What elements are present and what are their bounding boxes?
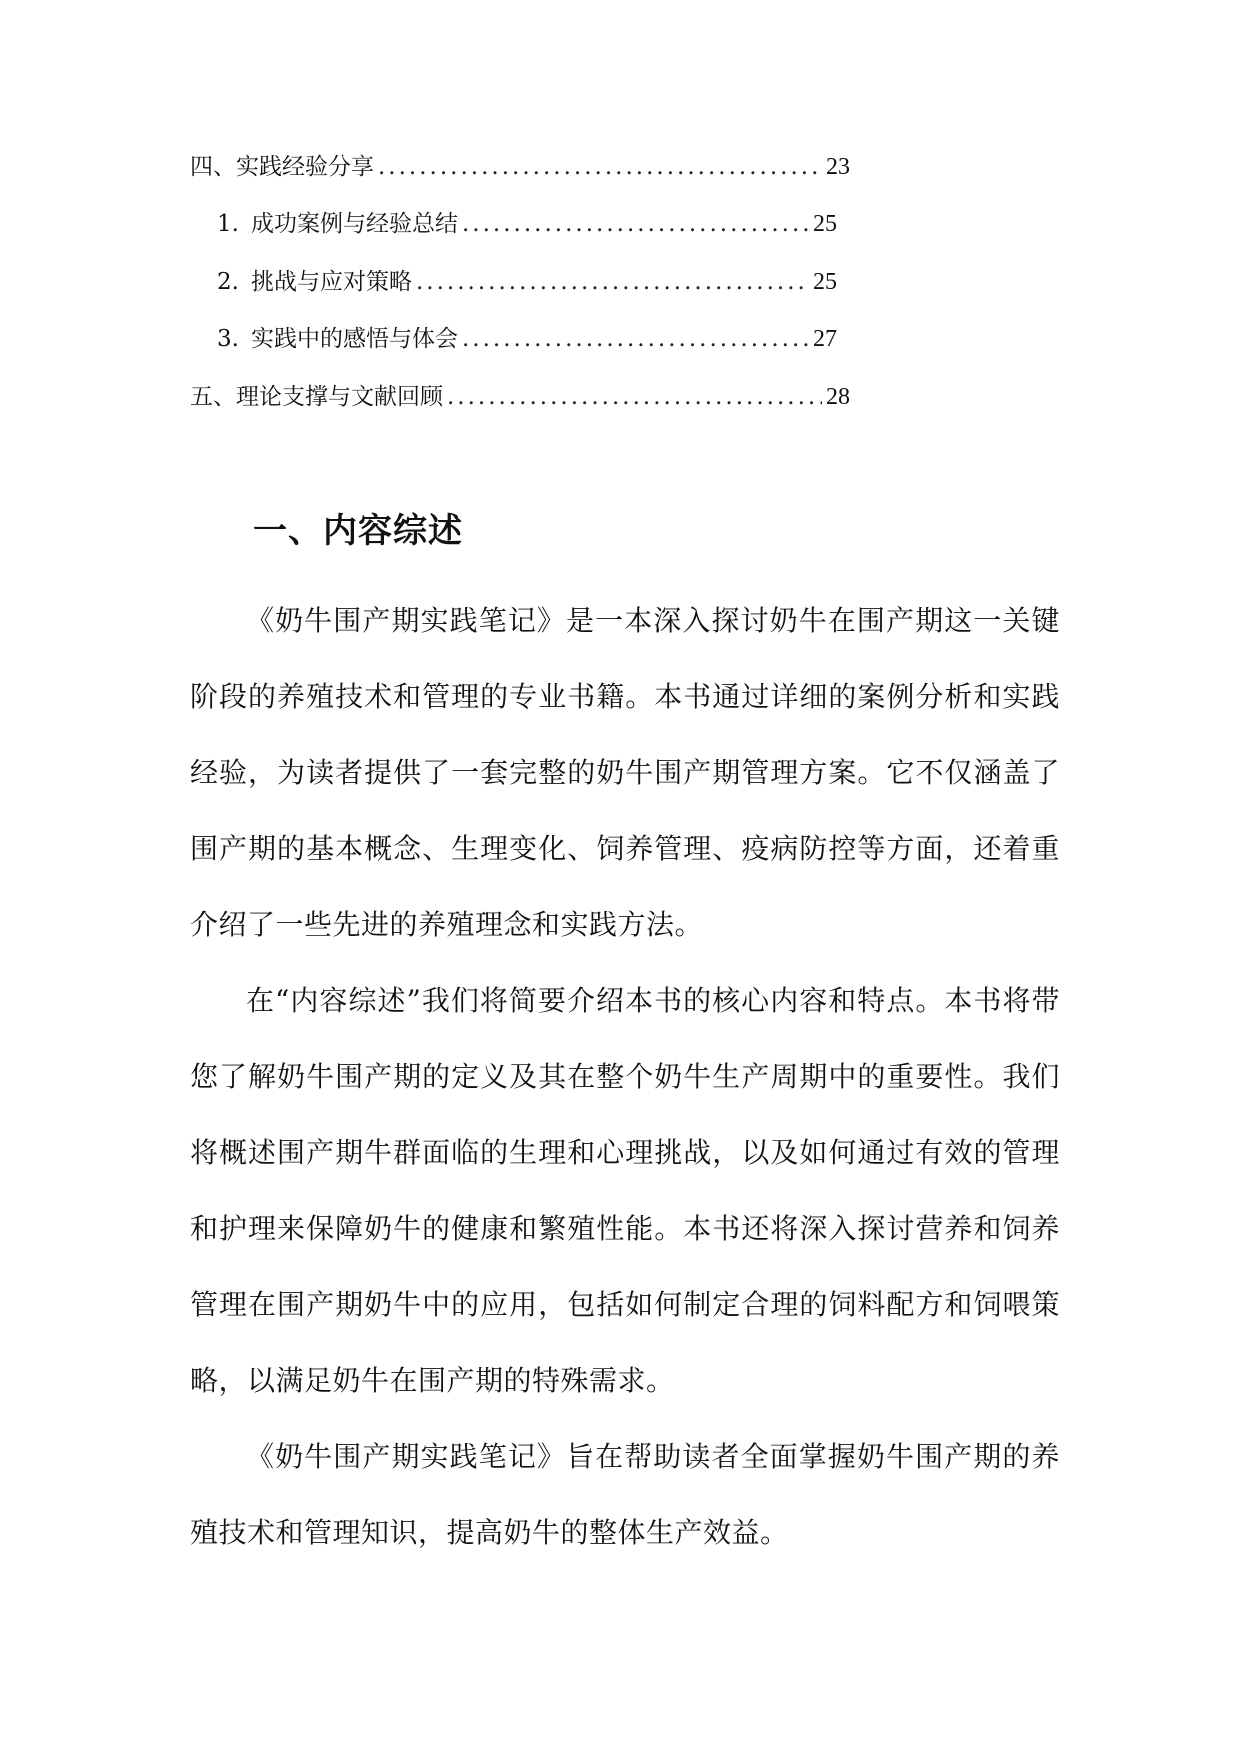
toc-entry-title: 实践经验分享: [236, 154, 374, 180]
toc-entry-title: 实践中的感悟与体会: [251, 326, 458, 352]
body-paragraph: 《奶牛围产期实践笔记》旨在帮助读者全面掌握奶牛围产期的养殖技术和管理知识，提高奶牛的整体生产效益。: [190, 1440, 1060, 1549]
toc-entry[interactable]: [190, 378, 850, 418]
toc-leader-dots: [462, 326, 809, 352]
toc-entry-prefix: 四、: [190, 154, 236, 180]
toc-leader-dots: [447, 384, 822, 410]
toc-leader-dots: [416, 269, 809, 295]
toc-entry[interactable]: [217, 263, 837, 303]
toc-entry-prefix: 2.: [217, 269, 239, 295]
body-paragraph: 在“内容综述”我们将简要介绍本书的核心内容和特点。本书将带您了解奶牛围产期的定义及其在整个奶牛生产周期中的重要性。我们将概述围产期牛群面临的生理和心理挑战，以及如何通过有效的管理和护理来保障奶牛的健康和繁殖性能。本书还将深入探讨营养和饲养管理在围产期奶牛中的应用，包括如何制定合理的饲料配方和饲喂策略，以满足奶牛在围产期的特殊需求。: [190, 984, 1060, 1397]
toc-entry-prefix: 五、: [190, 384, 236, 410]
toc-entry-title: 挑战与应对策略: [251, 269, 412, 295]
toc-leader-dots: [462, 211, 809, 237]
toc-entry-prefix: 1.: [217, 211, 239, 237]
toc-entry[interactable]: [217, 320, 837, 360]
body-paragraph: 《奶牛围产期实践笔记》是一本深入探讨奶牛在围产期这一关键阶段的养殖技术和管理的专业书籍。本书通过详细的案例分析和实践经验，为读者提供了一套完整的奶牛围产期管理方案。它不仅涵盖了围产期的基本概念、生理变化、饲养管理、疫病防控等方面，还着重介绍了一些先进的养殖理念和实践方法。: [190, 604, 1060, 941]
section-heading: 一、内容综述: [253, 511, 463, 551]
toc-entry[interactable]: [190, 148, 850, 188]
section-body: [190, 583, 1060, 1571]
toc-entry-page: 25: [813, 211, 837, 237]
toc-entry-page: 27: [813, 326, 837, 352]
toc-entry-title: 成功案例与经验总结: [251, 211, 458, 237]
toc-entry[interactable]: [217, 205, 837, 245]
toc-entry-page: 25: [813, 269, 837, 295]
toc-entry-page: 23: [826, 154, 850, 180]
toc-entry-prefix: 3.: [217, 326, 239, 352]
toc-entry-page: 28: [826, 384, 850, 410]
toc-leader-dots: [378, 154, 822, 180]
toc-entry-title: 理论支撑与文献回顾: [236, 384, 443, 410]
